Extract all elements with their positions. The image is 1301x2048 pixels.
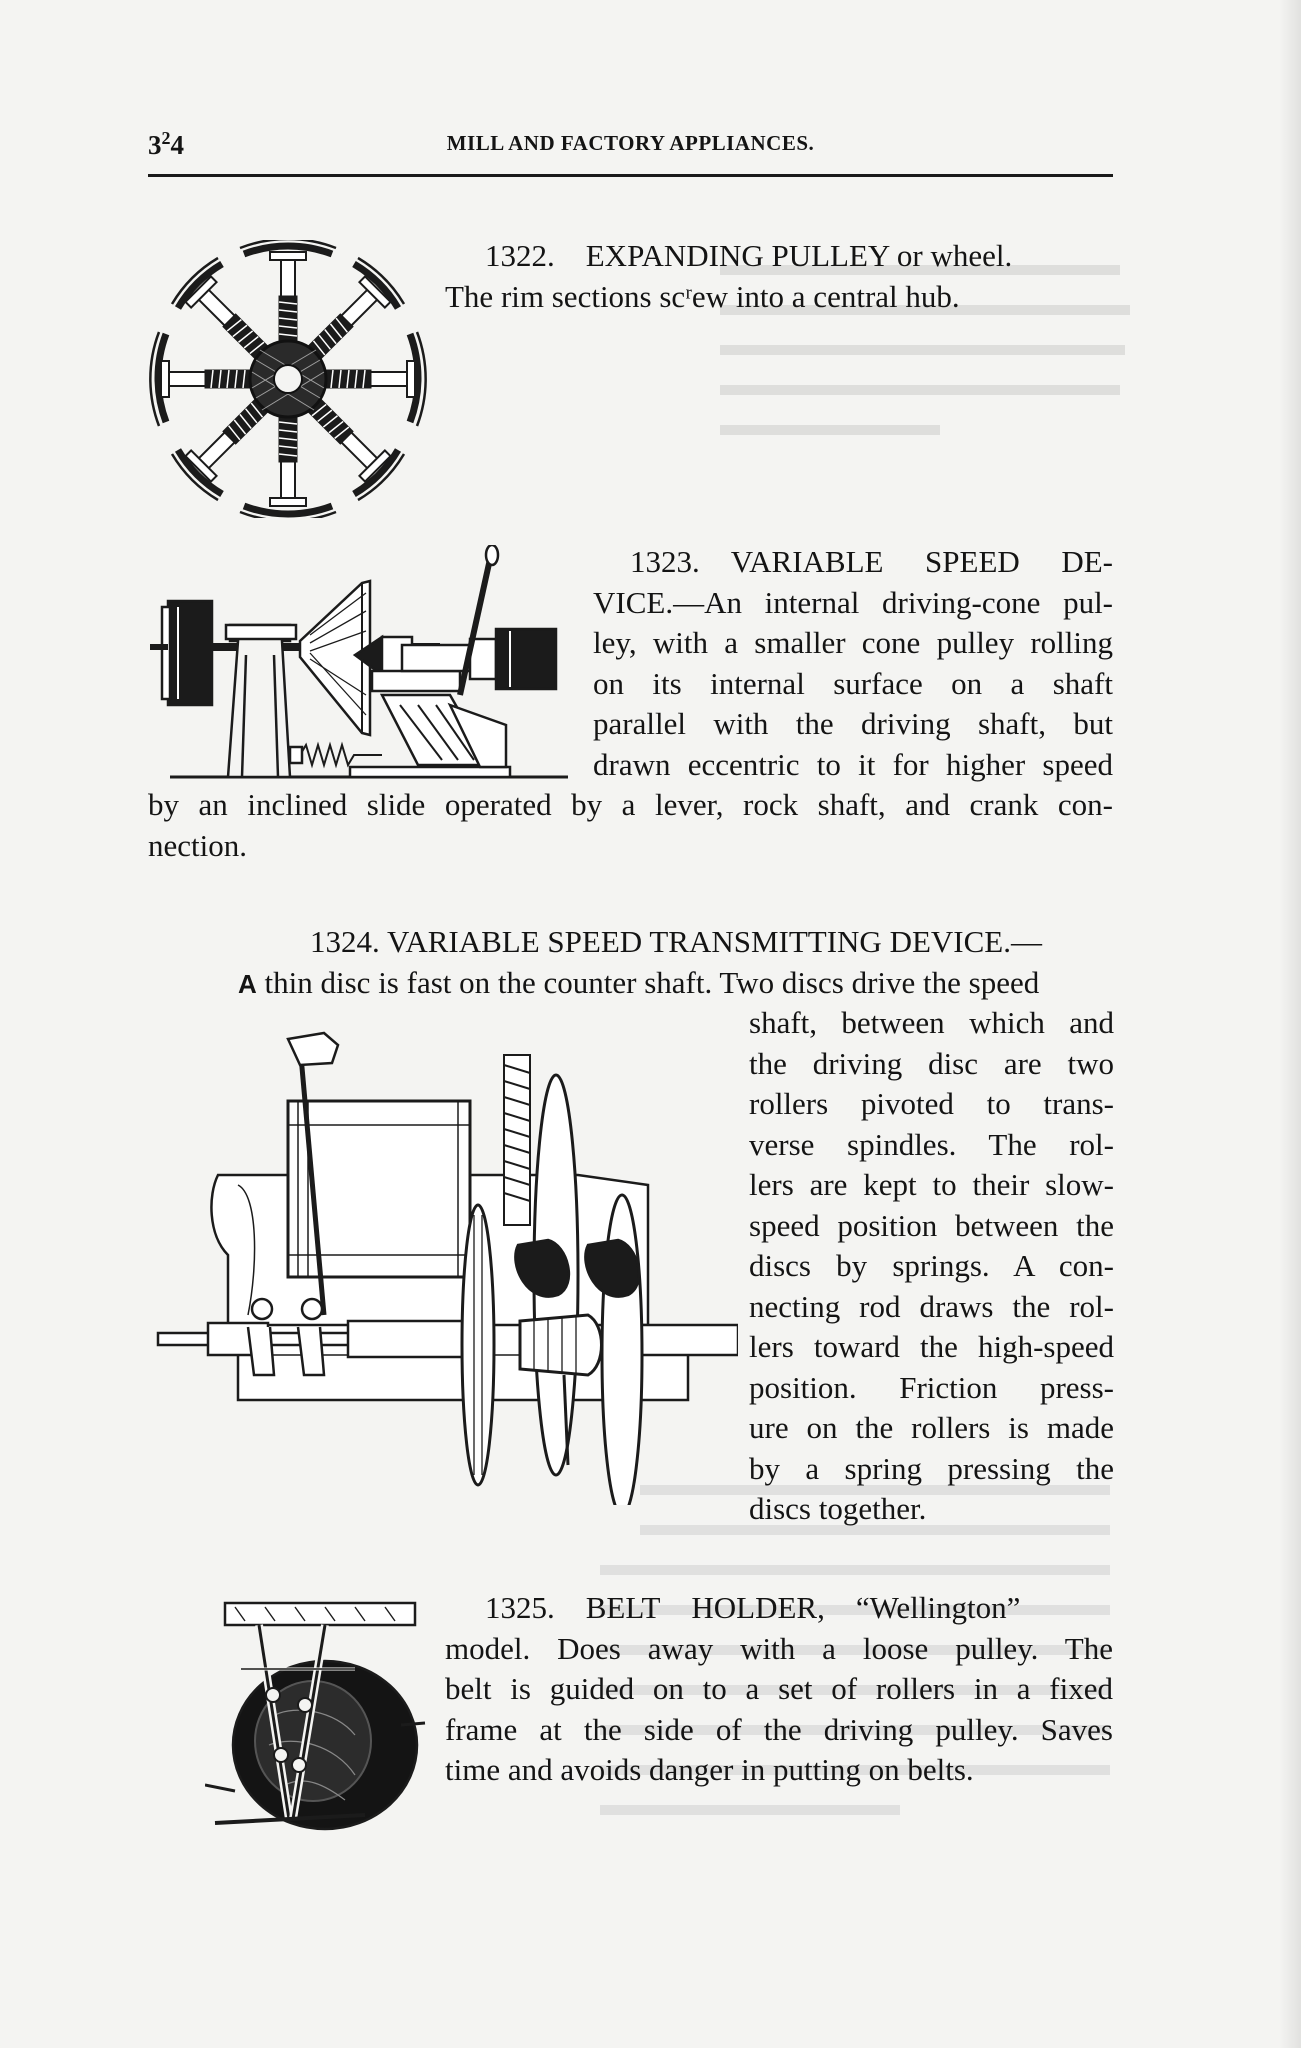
entry-1324-line-12: position. Friction press- [749, 1369, 1114, 1405]
entry-1322 [445, 236, 1085, 317]
entry-1323-line-6: drawn eccentric to it for higher speed [593, 746, 1113, 782]
entry-1322-line-1: 1322. EXPANDING PULLEY or wheel. [485, 238, 1013, 273]
entry-1324-line-4: the driving disc are two [749, 1045, 1114, 1081]
entry-1323-line-1: 1323. VARIABLE SPEED DE- [630, 544, 1113, 579]
entry-1324-line-7: lers are kept to their slow- [749, 1167, 1114, 1202]
entry-1324-line-3: shaft, between which and [749, 1005, 1114, 1040]
entry-1325-line-4: frame at the side of the driving pulley. Saves [445, 1711, 1113, 1747]
entry-1325 [445, 1588, 1113, 1791]
entry-1323-line-8: nection. [148, 827, 247, 863]
entry-1324-line-1: 1324. VARIABLE SPEED TRANSMITTING DEVICE.— [310, 924, 1042, 959]
entry-1323-line-5: parallel with the driving shaft, but [593, 706, 1113, 741]
entry-1323-line-7: by an inclined slide operated by a lever, rock shaft, and crank con- [148, 787, 1113, 822]
entry-1323-line-2: VICE.—An internal driving-cone pul- [593, 584, 1113, 620]
entry-1324-line-14: by a spring pressing the [749, 1450, 1114, 1486]
expanding-pulley-illustration [148, 240, 428, 518]
entry-1325-line-1: 1325. BELT HOLDER, “Wellington” [485, 1590, 1021, 1625]
entry-1324-line-9: discs by springs. A con- [749, 1248, 1114, 1283]
entry-1324-line-13: ure on the rollers is made [749, 1410, 1114, 1445]
entry-1324-line-11: lers toward the high-speed [749, 1329, 1114, 1364]
entry-1322-line-2: The rim sections scʳew into a central hub. [445, 278, 960, 314]
entry-1325-line-3: belt is guided on to a set of rollers in a fixed [445, 1671, 1113, 1706]
entry-1324-initial: A [238, 968, 257, 999]
entry-1325-line-5: time and avoids danger in putting on belts. [445, 1752, 974, 1787]
transmitting-device-illustration [148, 1025, 738, 1505]
entry-1324-line-8: speed position between the [749, 1207, 1114, 1243]
page-number: $3^24$ [148, 128, 184, 160]
entry-1325-line-2: model. Does away with a loose pulley. The [445, 1630, 1113, 1666]
entry-1324-line-6: verse spindles. The rol- [749, 1126, 1114, 1162]
entry-1324-line-2-text: thin disc is fast on the counter shaft. Two discs drive the speed [264, 964, 1040, 1000]
belt-holder-illustration [205, 1595, 435, 1835]
entry-1324-line-15: discs together. [749, 1491, 927, 1526]
entry-1323-line-4: on its internal surface on a shaft [593, 665, 1113, 701]
entry-1323 [148, 542, 1113, 866]
entry-1323-line-3: ley, with a smaller cone pulley rolling [593, 625, 1113, 660]
entry-1324-column [749, 1003, 1114, 1530]
page-edge-shadow [1279, 0, 1301, 2048]
header-rule [148, 174, 1113, 177]
running-header [148, 128, 1113, 164]
entry-1324-heading [148, 922, 1113, 1004]
entry-1324-line-10: necting rod draws the rol- [749, 1288, 1114, 1324]
running-title: MILL AND FACTORY APPLIANCES. [446, 131, 815, 155]
entry-1324-line-5: rollers pivoted to trans- [749, 1086, 1114, 1121]
entry-1324-line-2 [238, 963, 1113, 1005]
